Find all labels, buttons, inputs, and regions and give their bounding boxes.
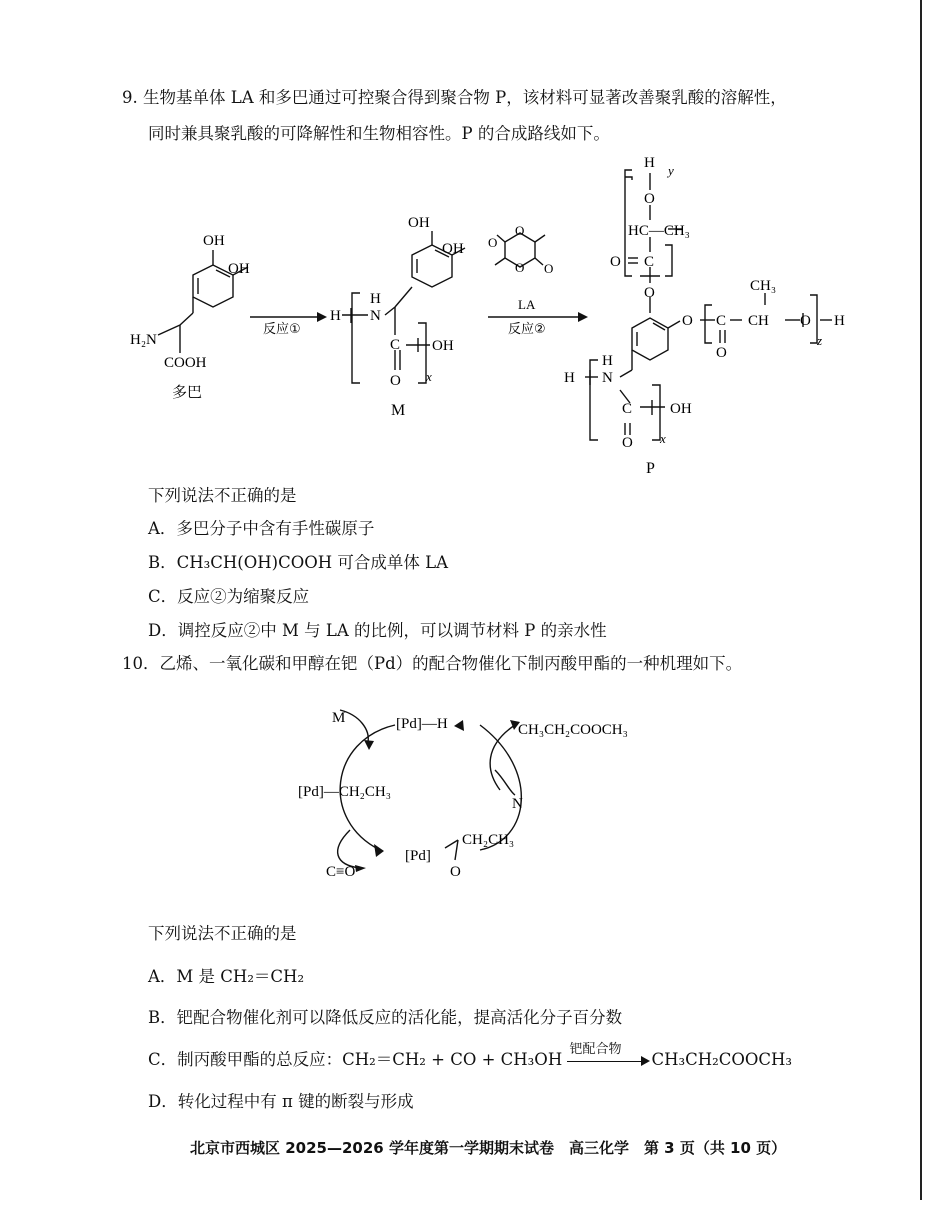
- q9-stem-text1: 生物基单体 LA 和多巴通过可控聚合得到聚合物 P，该材料可显著改善聚乳酸的溶解性，: [143, 88, 787, 107]
- option-text: 调控反应②中 M 与 LA 的比例，可以调节材料 P 的亲水性: [177, 621, 607, 640]
- m-c: C: [390, 337, 401, 353]
- p-label: P: [646, 460, 655, 477]
- m-h: H: [330, 308, 341, 324]
- p-h-n: H: [602, 353, 613, 369]
- q9-option-b[interactable]: [148, 549, 448, 573]
- cycle-pd-h: [Pd]—H: [396, 716, 448, 732]
- p-h-left: H: [564, 370, 575, 386]
- dopa-h2n: H₂N: [130, 332, 157, 348]
- p-h-top: H: [644, 155, 655, 171]
- p-o-carbonyl: O: [610, 254, 621, 270]
- q9-number: 9.: [122, 88, 138, 107]
- p-o-right-carbonyl: O: [716, 345, 727, 361]
- q9-option-a[interactable]: [148, 515, 374, 539]
- q10-option-b[interactable]: [148, 1004, 622, 1028]
- cycle-acyl-o: O: [450, 864, 461, 880]
- p-oh-low: OH: [670, 401, 692, 417]
- p-o-top: O: [644, 191, 655, 207]
- q9-stem-line2: 同时兼具聚乳酸的可降解性和生物相容性。P 的合成路线如下。: [148, 124, 610, 143]
- p-o-end: O: [800, 313, 811, 329]
- q10-stem: [122, 650, 742, 674]
- p-x: x: [660, 431, 666, 446]
- q10-catalytic-cycle: [290, 700, 670, 890]
- p-n: N: [602, 370, 613, 386]
- cycle-m: M: [332, 710, 346, 726]
- option-label: A．: [148, 519, 177, 538]
- q10-prompt: 下列说法不正确的是: [148, 924, 297, 943]
- dopa-ring: [193, 265, 233, 307]
- option-text: 钯配合物催化剂可以降低反应的活化能，提高活化分子百分数: [176, 1008, 623, 1027]
- la-o-left: O: [488, 235, 498, 250]
- m-n: N: [370, 308, 381, 324]
- arrow1-label: 反应①: [263, 322, 301, 337]
- cycle-pd-acyl: [Pd]: [405, 848, 431, 864]
- p-o-link: O: [644, 285, 655, 301]
- m-x: x: [426, 369, 432, 384]
- page-edge-line: [920, 0, 922, 1200]
- p-hc-ch3: HC—CH₃: [628, 223, 690, 239]
- p-ch3-right: CH₃: [750, 278, 777, 294]
- option-label: B．: [148, 553, 177, 572]
- la-o-right: O: [544, 261, 554, 276]
- p-y: y: [668, 163, 674, 178]
- dopa-label: 多巴: [172, 383, 203, 401]
- la-o-bottom: O: [515, 260, 525, 275]
- cycle-n: N: [512, 796, 523, 812]
- p-c-carbonyl: C: [644, 254, 655, 270]
- m-oh-top: OH: [408, 215, 430, 231]
- cycle-product: CH₃CH₂COOCH₃: [518, 722, 628, 738]
- p-ch: CH: [748, 313, 769, 329]
- arrow2-bottom-label: 反应②: [508, 322, 546, 337]
- p-o-right: O: [682, 313, 693, 329]
- p-c-right: C: [716, 313, 727, 329]
- q10-option-c[interactable]: [148, 1041, 793, 1070]
- q10-number: 10．: [122, 654, 160, 673]
- q9-stem-line1: [122, 84, 787, 108]
- option-text: 转化过程中有 π 键的断裂与形成: [177, 1092, 414, 1111]
- arrow2-top-label: LA: [518, 297, 536, 312]
- cycle-acyl-ethyl: CH₂CH₃: [462, 832, 515, 848]
- dopa-cooh: COOH: [164, 355, 207, 371]
- p-h-end: H: [834, 313, 845, 329]
- cycle-co: C≡O: [326, 864, 356, 880]
- option-text: 多巴分子中含有手性碳原子: [176, 519, 375, 538]
- dopa-oh-top: OH: [203, 233, 225, 249]
- p-o-low: O: [622, 435, 633, 451]
- option-text: 反应②为缩聚反应: [177, 587, 310, 606]
- option-label: C．: [148, 587, 178, 606]
- q9-option-d[interactable]: [148, 617, 607, 641]
- reaction-arrow-label: 钯配合物: [569, 1041, 622, 1057]
- la-o-top: O: [515, 223, 525, 238]
- q10-option-a[interactable]: [148, 963, 304, 987]
- p-z: z: [817, 333, 823, 348]
- q9-option-c[interactable]: [148, 583, 309, 607]
- option-text-after: CH₃CH₂COOCH₃: [651, 1050, 793, 1069]
- q9-synthesis-scheme: [120, 145, 880, 480]
- m-h-top: H: [370, 291, 381, 307]
- q9-prompt: 下列说法不正确的是: [148, 486, 297, 505]
- m-label: M: [391, 402, 406, 419]
- page-footer: 北京市西城区 2025—2026 学年度第一学期期末试卷 高三化学 第 3 页（共 10 页）: [190, 1139, 787, 1157]
- p-c-low: C: [622, 401, 633, 417]
- option-label: A．: [148, 967, 177, 986]
- m-o: O: [390, 373, 401, 389]
- dopa-oh-right: OH: [228, 261, 250, 277]
- option-label: C．: [148, 1050, 178, 1069]
- option-label: D．: [148, 621, 178, 640]
- option-text: CH₃CH(OH)COOH 可合成单体 LA: [176, 553, 449, 572]
- option-label: D．: [148, 1092, 178, 1111]
- m-oh-end: OH: [432, 338, 454, 354]
- reaction-arrow: [567, 1041, 651, 1070]
- cycle-pd-ethyl: [Pd]—CH₂CH₃: [298, 784, 391, 800]
- m-oh-right: OH: [442, 241, 464, 257]
- option-text: M 是 CH₂＝CH₂: [176, 967, 305, 986]
- option-label: B．: [148, 1008, 177, 1027]
- q10-option-d[interactable]: [148, 1088, 414, 1112]
- q10-stem-text: 乙烯、一氧化碳和甲醇在钯（Pd）的配合物催化下制丙酸甲酯的一种机理如下。: [159, 654, 743, 673]
- option-text-before: 制丙酸甲酯的总反应：CH₂＝CH₂ + CO + CH₃OH: [177, 1050, 563, 1069]
